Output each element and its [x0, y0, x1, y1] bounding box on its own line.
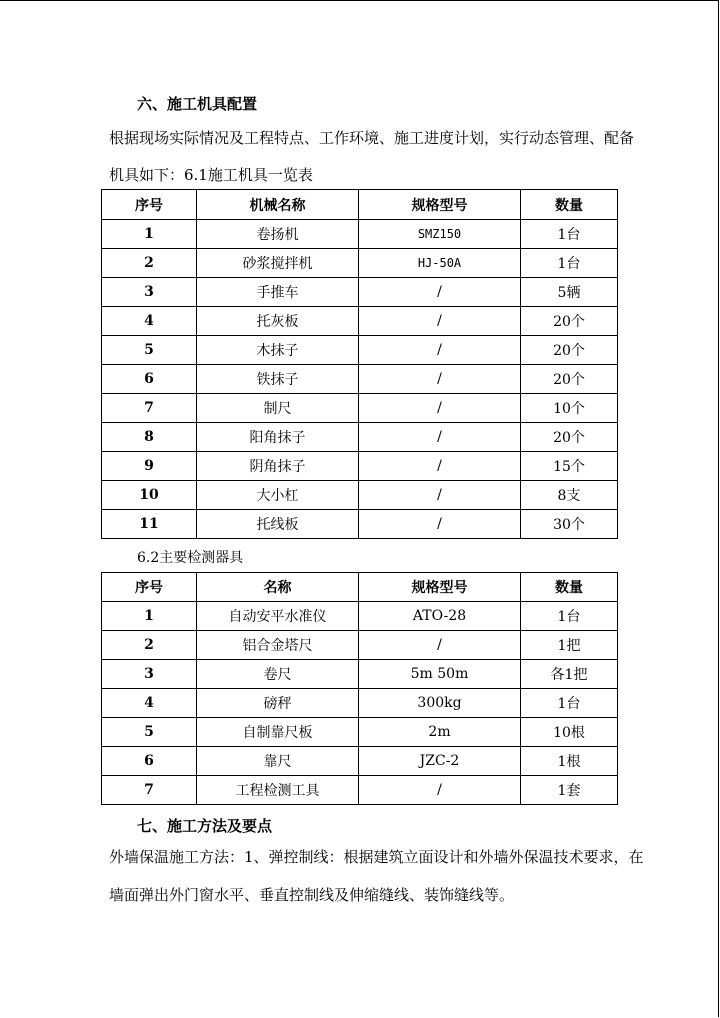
- cell-quantity: 30个: [521, 510, 618, 539]
- cell-index: 5: [102, 718, 197, 747]
- table-row: [102, 747, 618, 776]
- cell-spec: ATO-28: [359, 602, 521, 631]
- cell-index: 9: [102, 452, 197, 481]
- cell-spec: 5m 50m: [359, 660, 521, 689]
- section62-label: 6.2主要检测器具: [137, 550, 244, 566]
- header-quantity: 数量: [521, 190, 618, 220]
- cell-spec: /: [359, 336, 521, 365]
- table-header-row: [102, 573, 618, 602]
- cell-index: 10: [102, 481, 197, 510]
- table-row: [102, 481, 618, 510]
- cell-spec: HJ-50A: [359, 249, 521, 278]
- cell-quantity: 10根: [521, 718, 618, 747]
- section6-paragraph-line2: 机具如下：6.1施工机具一览表: [109, 166, 313, 184]
- cell-name: 制尺: [197, 394, 359, 423]
- cell-spec: /: [359, 307, 521, 336]
- cell-name: 卷扬机: [197, 220, 359, 249]
- section6-paragraph-line1: 根据现场实际情况及工程特点、工作环境、施工进度计划，实行动态管理、配备: [109, 129, 635, 147]
- cell-name: 大小杠: [197, 481, 359, 510]
- table-row: [102, 365, 618, 394]
- header-spec: 规格型号: [359, 190, 521, 220]
- section7-paragraph-line2: 墙面弹出外门窗水平、垂直控制线及伸缩缝线、装饰缝线等。: [109, 886, 515, 904]
- inspection-tools-table: [101, 572, 618, 805]
- cell-name: 自动安平水准仪: [197, 602, 359, 631]
- cell-spec: 2m: [359, 718, 521, 747]
- cell-spec: /: [359, 423, 521, 452]
- cell-quantity: 20个: [521, 365, 618, 394]
- cell-spec: /: [359, 365, 521, 394]
- section6-heading: 六、施工机具配置: [137, 95, 258, 113]
- table-header-row: [102, 190, 618, 220]
- table-row: [102, 689, 618, 718]
- cell-name: 铁抹子: [197, 365, 359, 394]
- cell-spec: /: [359, 452, 521, 481]
- cell-index: 6: [102, 365, 197, 394]
- cell-quantity: 各1把: [521, 660, 618, 689]
- cell-quantity: 1台: [521, 602, 618, 631]
- cell-quantity: 1套: [521, 776, 618, 805]
- table-row: [102, 631, 618, 660]
- cell-quantity: 20个: [521, 423, 618, 452]
- cell-name: 阳角抹子: [197, 423, 359, 452]
- cell-name: 砂浆搅拌机: [197, 249, 359, 278]
- cell-name: 磅秤: [197, 689, 359, 718]
- cell-name: 铝合金塔尺: [197, 631, 359, 660]
- cell-spec: JZC-2: [359, 747, 521, 776]
- table-row: [102, 602, 618, 631]
- table-row: [102, 278, 618, 307]
- header-name: 名称: [197, 573, 359, 602]
- cell-spec: 300kg: [359, 689, 521, 718]
- cell-index: 3: [102, 660, 197, 689]
- machinery-table: [101, 189, 618, 539]
- table-row: [102, 776, 618, 805]
- table-row: [102, 660, 618, 689]
- cell-spec: /: [359, 394, 521, 423]
- cell-quantity: 1台: [521, 689, 618, 718]
- table-row: [102, 307, 618, 336]
- cell-quantity: 1把: [521, 631, 618, 660]
- cell-name: 阴角抹子: [197, 452, 359, 481]
- section7-heading: 七、施工方法及要点: [137, 817, 273, 835]
- cell-spec: SMZ150: [359, 220, 521, 249]
- cell-index: 4: [102, 307, 197, 336]
- cell-name: 工程检测工具: [197, 776, 359, 805]
- cell-spec: /: [359, 776, 521, 805]
- header-name: 机械名称: [197, 190, 359, 220]
- table-row: [102, 423, 618, 452]
- cell-spec: /: [359, 631, 521, 660]
- cell-quantity: 10个: [521, 394, 618, 423]
- header-quantity: 数量: [521, 573, 618, 602]
- header-spec: 规格型号: [359, 573, 521, 602]
- header-index: 序号: [102, 190, 197, 220]
- cell-spec: /: [359, 510, 521, 539]
- cell-quantity: 20个: [521, 307, 618, 336]
- cell-spec: /: [359, 278, 521, 307]
- cell-quantity: 5辆: [521, 278, 618, 307]
- cell-name: 木抹子: [197, 336, 359, 365]
- section7-paragraph-line1: 外墙保温施工方法：1、弹控制线：根据建筑立面设计和外墙外保温技术要求，在: [109, 848, 644, 866]
- header-index: 序号: [102, 573, 197, 602]
- table-row: [102, 718, 618, 747]
- cell-quantity: 1台: [521, 249, 618, 278]
- cell-name: 靠尺: [197, 747, 359, 776]
- cell-quantity: 8支: [521, 481, 618, 510]
- cell-name: 自制靠尺板: [197, 718, 359, 747]
- cell-quantity: 1台: [521, 220, 618, 249]
- cell-index: 1: [102, 602, 197, 631]
- cell-index: 7: [102, 776, 197, 805]
- cell-spec: /: [359, 481, 521, 510]
- table-row: [102, 249, 618, 278]
- cell-quantity: 1根: [521, 747, 618, 776]
- cell-index: 8: [102, 423, 197, 452]
- cell-index: 6: [102, 747, 197, 776]
- cell-index: 7: [102, 394, 197, 423]
- cell-name: 托线板: [197, 510, 359, 539]
- cell-index: 11: [102, 510, 197, 539]
- table-row: [102, 510, 618, 539]
- cell-index: 5: [102, 336, 197, 365]
- cell-name: 托灰板: [197, 307, 359, 336]
- table-row: [102, 452, 618, 481]
- table-row: [102, 394, 618, 423]
- cell-name: 卷尺: [197, 660, 359, 689]
- cell-quantity: 20个: [521, 336, 618, 365]
- table-row: [102, 336, 618, 365]
- table-row: [102, 220, 618, 249]
- cell-index: 2: [102, 249, 197, 278]
- cell-index: 2: [102, 631, 197, 660]
- cell-index: 3: [102, 278, 197, 307]
- cell-index: 4: [102, 689, 197, 718]
- cell-name: 手推车: [197, 278, 359, 307]
- cell-quantity: 15个: [521, 452, 618, 481]
- cell-index: 1: [102, 220, 197, 249]
